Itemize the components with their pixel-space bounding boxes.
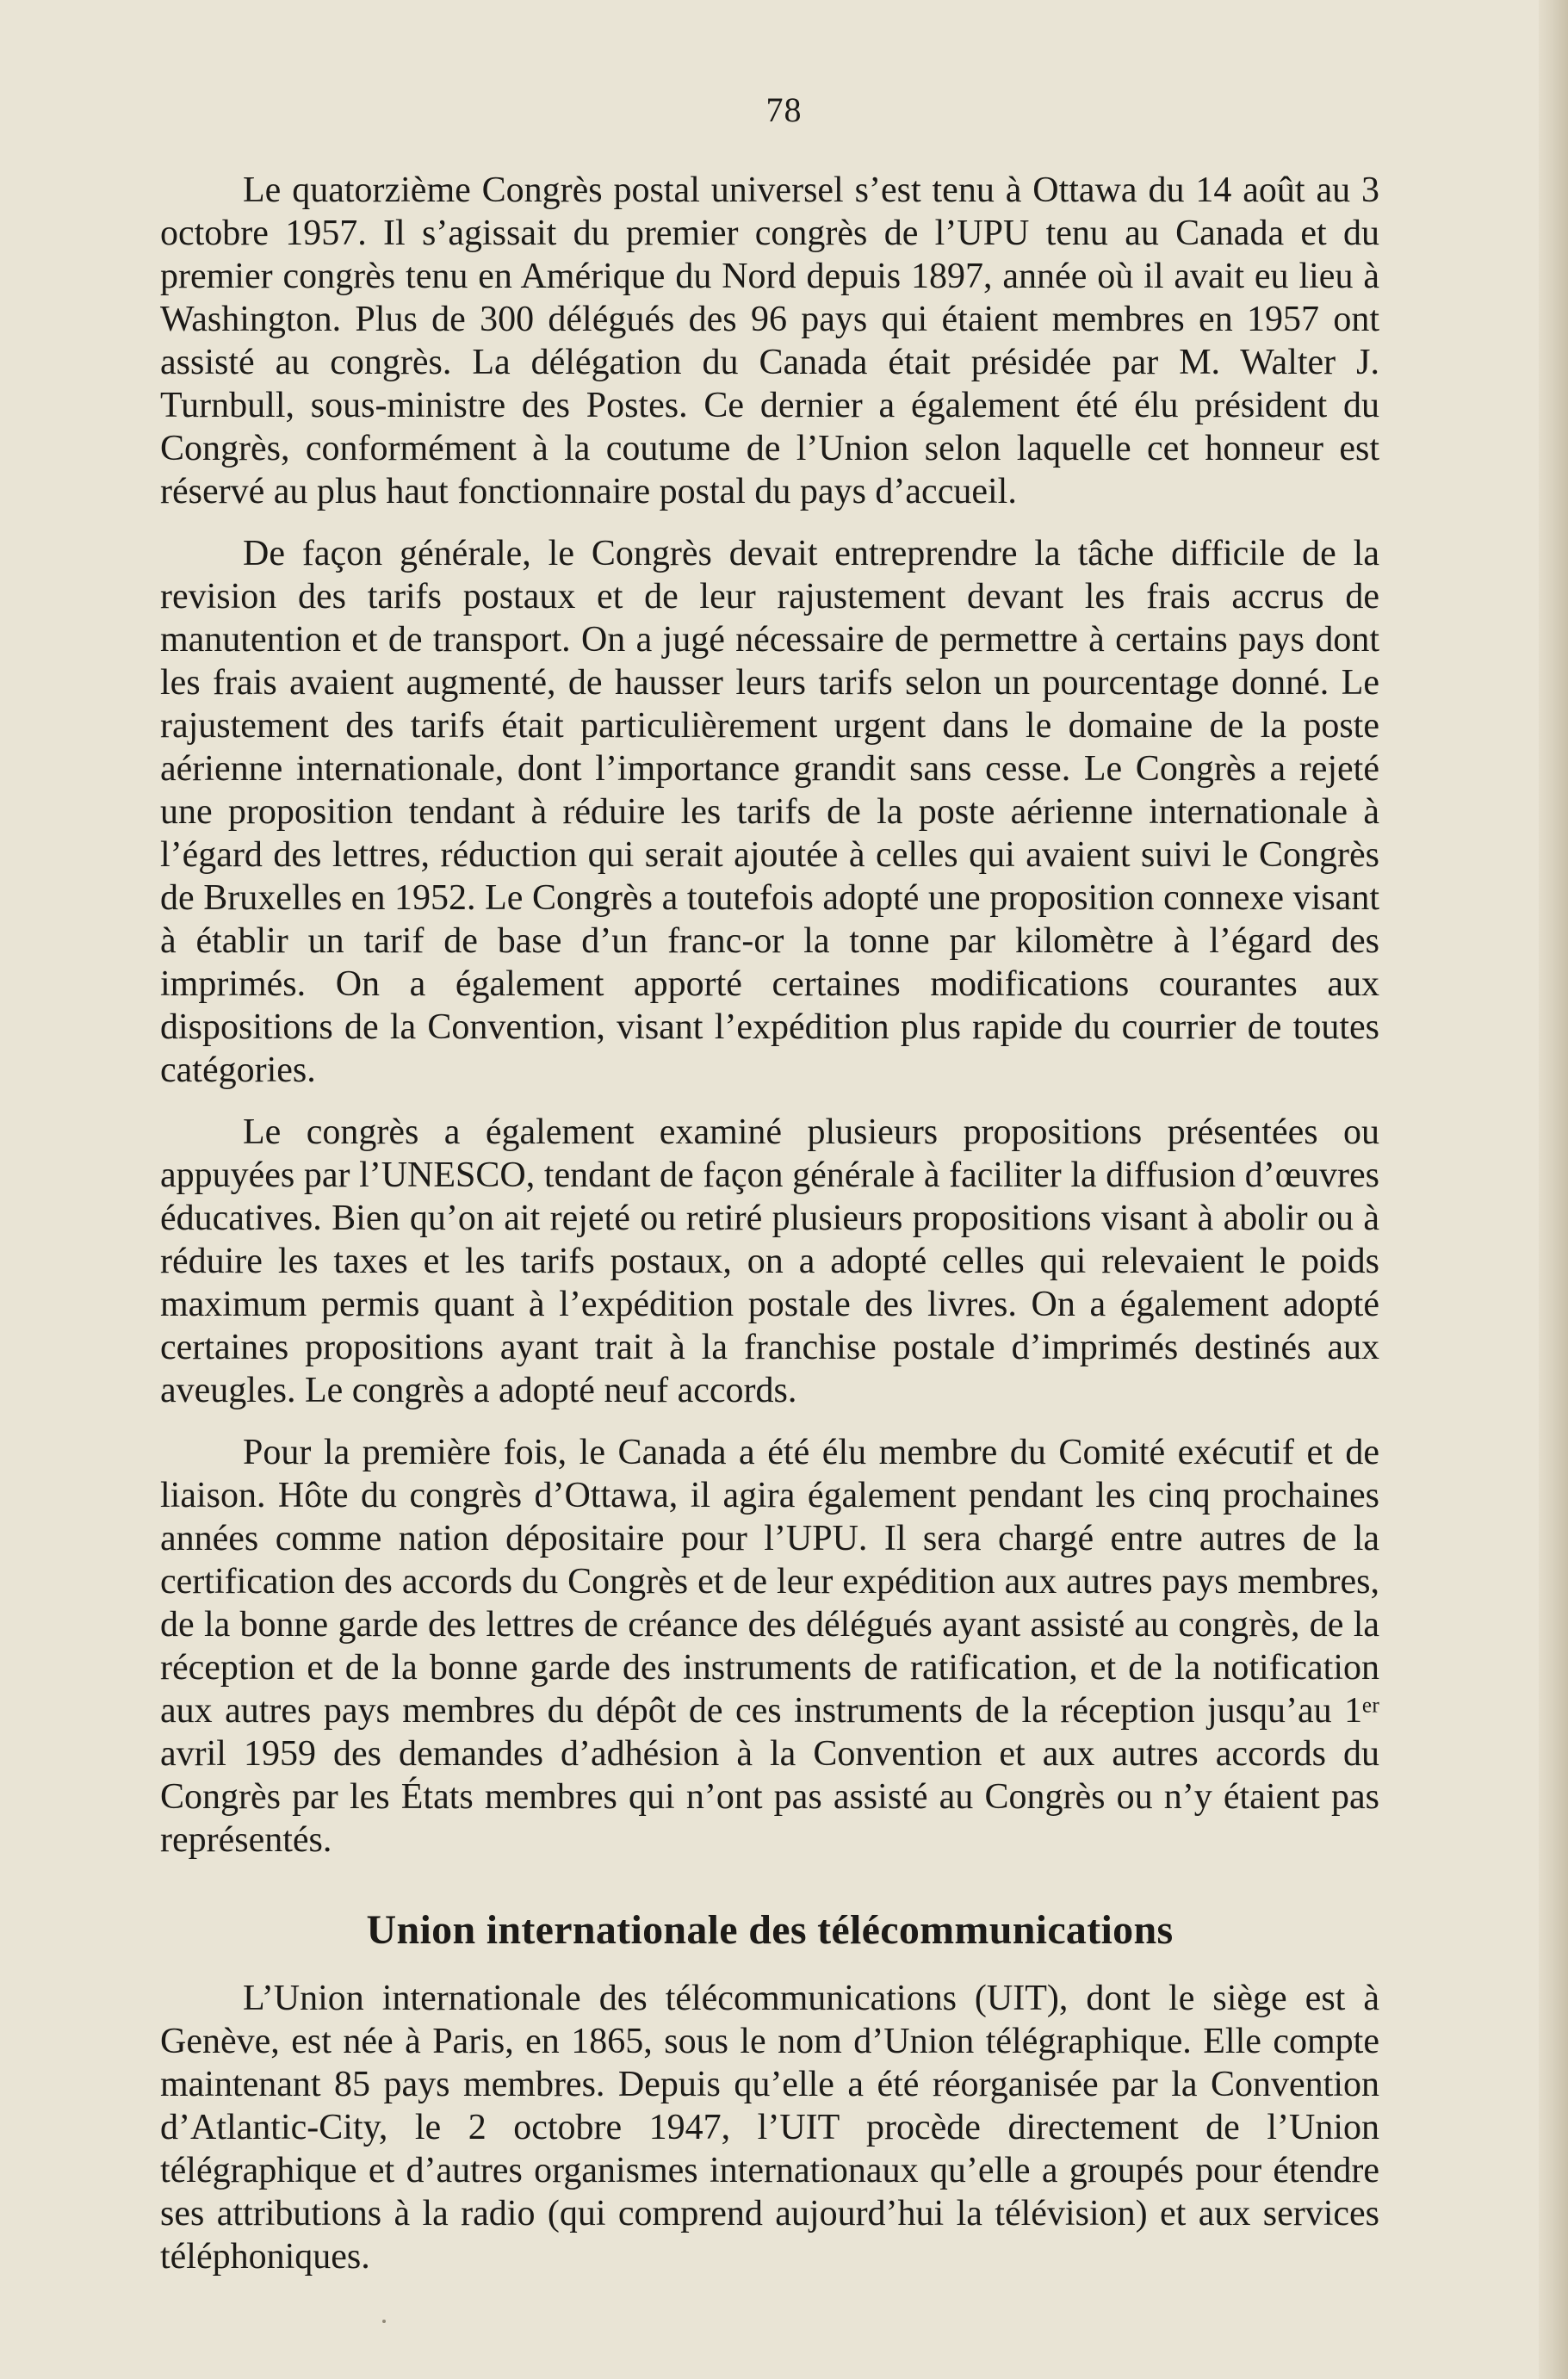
body-text [160, 169, 1379, 2278]
page-speck [382, 2320, 386, 2323]
paragraph-canada-depositary: Pour la première fois, le Canada a été élu membre du Comité exécutif et de liaison. Hôte du congrès d’Ottawa, il agira également pendant les cinq prochaines années comme nation dépositaire pour l’UPU. Il sera chargé entre autres de la certification des accords du Congrès et de leur expédition aux autres pays membres, de la bonne garde des lettres de créance des délégués ayant assisté au congrès, de la réception et de la bonne garde des instruments de ratification, et de la notification aux autres pays membres du dépôt de ces instruments de la réception jusqu’au 1ᵉʳ avril 1959 des demandes d’adhésion à la Convention et aux autres accords du Congrès par les États membres qui n’ont pas assisté au Congrès ou n’y étaient pas représentés. [160, 1433, 1379, 1860]
page-edge-shadow [1539, 0, 1568, 2379]
paragraph-itu: L’Union internationale des télécommunications (UIT), dont le siège est à Genève, est née à Paris, en 1865, sous le nom d’Union télégraphique. Elle compte maintenant 85 pays membres. Depuis qu’elle a été réorganisée par la Convention d’Atlantic-City, le 2 octobre 1947, l’UIT procède directement de l’Union télégraphique et d’autres organismes internationaux qu’elle a groupés pour étendre ses attributions à la radio (qui comprend aujourd’hui la télévision) et aux services téléphoniques. [160, 1979, 1379, 2277]
section-heading-itu: Union internationale des télécommunications [366, 1907, 1174, 1953]
page-number: 78 [765, 90, 803, 129]
paragraph-upu-congress: Le quatorzième Congrès postal universel s’est tenu à Ottawa du 14 août au 3 octobre 1957. Il s’agissait du premier congrès de l’UPU tenu au Canada et du premier congrès tenu en Amérique du Nord depuis 1897, année où il avait eu lieu à Washington. Plus de 300 délégués des 96 pays qui étaient membres en 1957 ont assisté au congrès. La délégation du Canada était présidée par M. Walter J. Turnbull, sous-ministre des Postes. Ce dernier a également été élu président du Congrès, conformément à la coutume de l’Union selon laquelle cet honneur est réservé au plus haut fonctionnaire postal du pays d’accueil. [160, 170, 1379, 511]
paragraph-unesco-proposals: Le congrès a également examiné plusieurs propositions présentées ou appuyées par l’UNESCO, tendant de façon générale à faciliter la diffusion d’œuvres éducatives. Bien qu’on ait rejeté ou retiré plusieurs propositions visant à abolir ou à réduire les taxes et les tarifs postaux, on a adopté celles qui relevaient le poids maximum permis quant à l’expédition postale des livres. On a également adopté certaines propositions ayant trait à la franchise postale d’imprimés destinés aux aveugles. Le congrès a adopté neuf accords. [160, 1112, 1379, 1410]
paragraph-postal-rates: De façon générale, le Congrès devait entreprendre la tâche difficile de la revision des tarifs postaux et de leur rajustement devant les frais accrus de manutention et de transport. On a jugé nécessaire de permettre à certains pays dont les frais avaient augmenté, de hausser leurs tarifs selon un pourcentage donné. Le rajustement des tarifs était particulièrement urgent dans le domaine de la poste aérienne internationale, dont l’importance grandit sans cesse. Le Congrès a rejeté une proposition tendant à réduire les tarifs de la poste aérienne internationale à l’égard des lettres, réduction qui serait ajoutée à celles qui avaient suivi le Congrès de Bruxelles en 1952. Le Congrès a toutefois adopté une proposition connexe visant à établir un tarif de base d’un franc-or la tonne par kilomètre à l’égard des imprimés. On a également apporté certaines modifications courantes aux dispositions de la Convention, visant l’expédition plus rapide du courrier de toutes catégories. [160, 534, 1379, 1090]
